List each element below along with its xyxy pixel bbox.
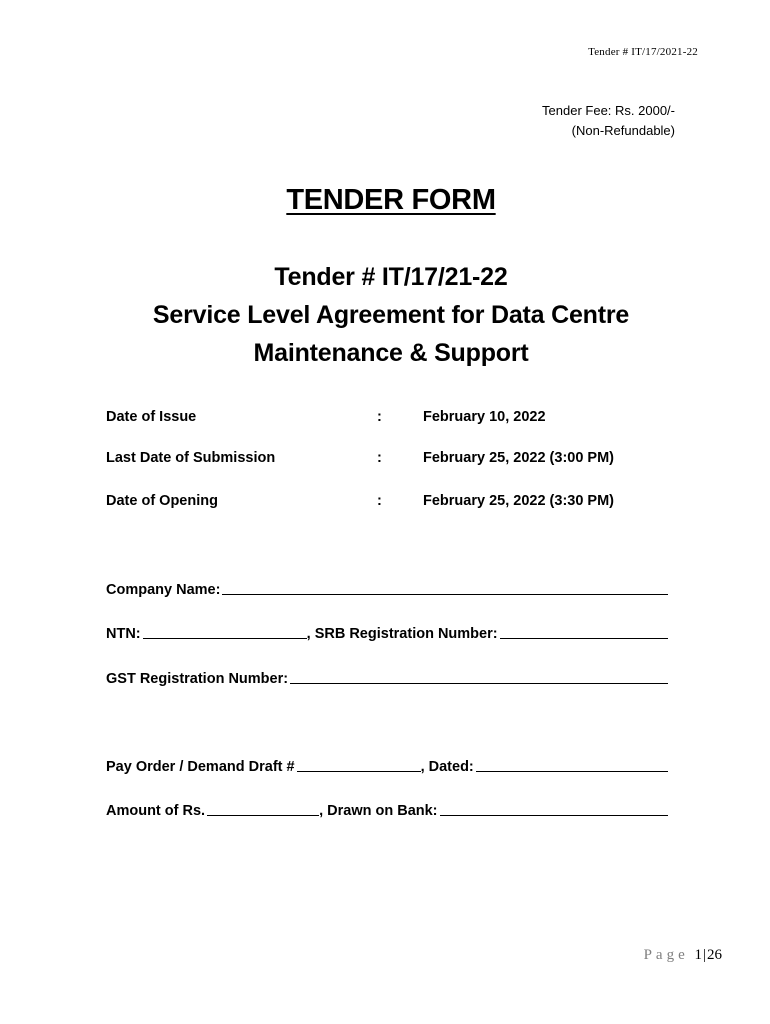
date-of-opening-label: Date of Opening bbox=[106, 493, 218, 509]
pay-order-label: Pay Order / Demand Draft # bbox=[106, 759, 295, 775]
company-name-line bbox=[106, 576, 668, 598]
amount-blank[interactable] bbox=[207, 801, 319, 816]
last-date-of-submission-separator: : bbox=[377, 450, 382, 466]
gst-registration-blank[interactable] bbox=[290, 669, 668, 684]
tender-subject-line-1: Service Level Agreement for Data Centre bbox=[152, 301, 630, 329]
date-of-opening-separator: : bbox=[377, 493, 382, 509]
company-name-label: Company Name: bbox=[106, 582, 221, 598]
srb-registration-label: , SRB Registration Number: bbox=[306, 626, 498, 642]
ntn-srb-line bbox=[106, 620, 668, 642]
ntn-label: NTN: bbox=[106, 626, 141, 642]
date-of-opening-value: February 25, 2022 (3:30 PM) bbox=[423, 493, 615, 509]
ntn-blank[interactable] bbox=[143, 624, 307, 639]
date-of-issue-row bbox=[106, 409, 666, 429]
date-of-opening-row bbox=[106, 493, 666, 513]
form-title: TENDER FORM bbox=[286, 184, 496, 216]
gst-registration-line bbox=[106, 665, 668, 687]
srb-registration-blank[interactable] bbox=[500, 624, 668, 639]
tender-fee-block bbox=[542, 101, 675, 141]
last-date-of-submission-label: Last Date of Submission bbox=[106, 450, 276, 466]
company-name-blank[interactable] bbox=[222, 580, 668, 595]
tender-heading bbox=[0, 258, 770, 372]
drawn-on-bank-blank[interactable] bbox=[440, 801, 668, 816]
date-of-issue-value: February 10, 2022 bbox=[423, 409, 546, 425]
dated-blank[interactable] bbox=[476, 757, 668, 772]
last-date-of-submission-value: February 25, 2022 (3:00 PM) bbox=[423, 450, 615, 466]
last-date-of-submission-row bbox=[106, 450, 666, 470]
dated-label: , Dated: bbox=[420, 759, 474, 775]
tender-fee-note: (Non-Refundable) bbox=[571, 123, 675, 138]
page-separator: | bbox=[702, 947, 706, 963]
tender-subject-line-2: Maintenance & Support bbox=[253, 339, 529, 367]
amount-label: Amount of Rs. bbox=[106, 803, 206, 819]
gst-registration-label: GST Registration Number: bbox=[106, 671, 289, 687]
pay-order-line bbox=[106, 753, 668, 775]
amount-bank-line bbox=[106, 797, 668, 819]
date-of-issue-label: Date of Issue bbox=[106, 409, 197, 425]
tender-number: Tender # IT/17/21-22 bbox=[274, 263, 508, 291]
current-page-number: 1 bbox=[694, 947, 702, 963]
date-of-issue-separator: : bbox=[377, 409, 382, 425]
total-pages: 26 bbox=[707, 947, 722, 963]
pay-order-blank[interactable] bbox=[297, 757, 421, 772]
header-reference: Tender # IT/17/2021-22 bbox=[588, 46, 698, 58]
tender-fee-amount: Tender Fee: Rs. 2000/- bbox=[542, 103, 675, 118]
page-number-footer bbox=[644, 947, 722, 964]
drawn-on-bank-label: , Drawn on Bank: bbox=[319, 803, 438, 819]
page-word: Page bbox=[643, 947, 689, 963]
